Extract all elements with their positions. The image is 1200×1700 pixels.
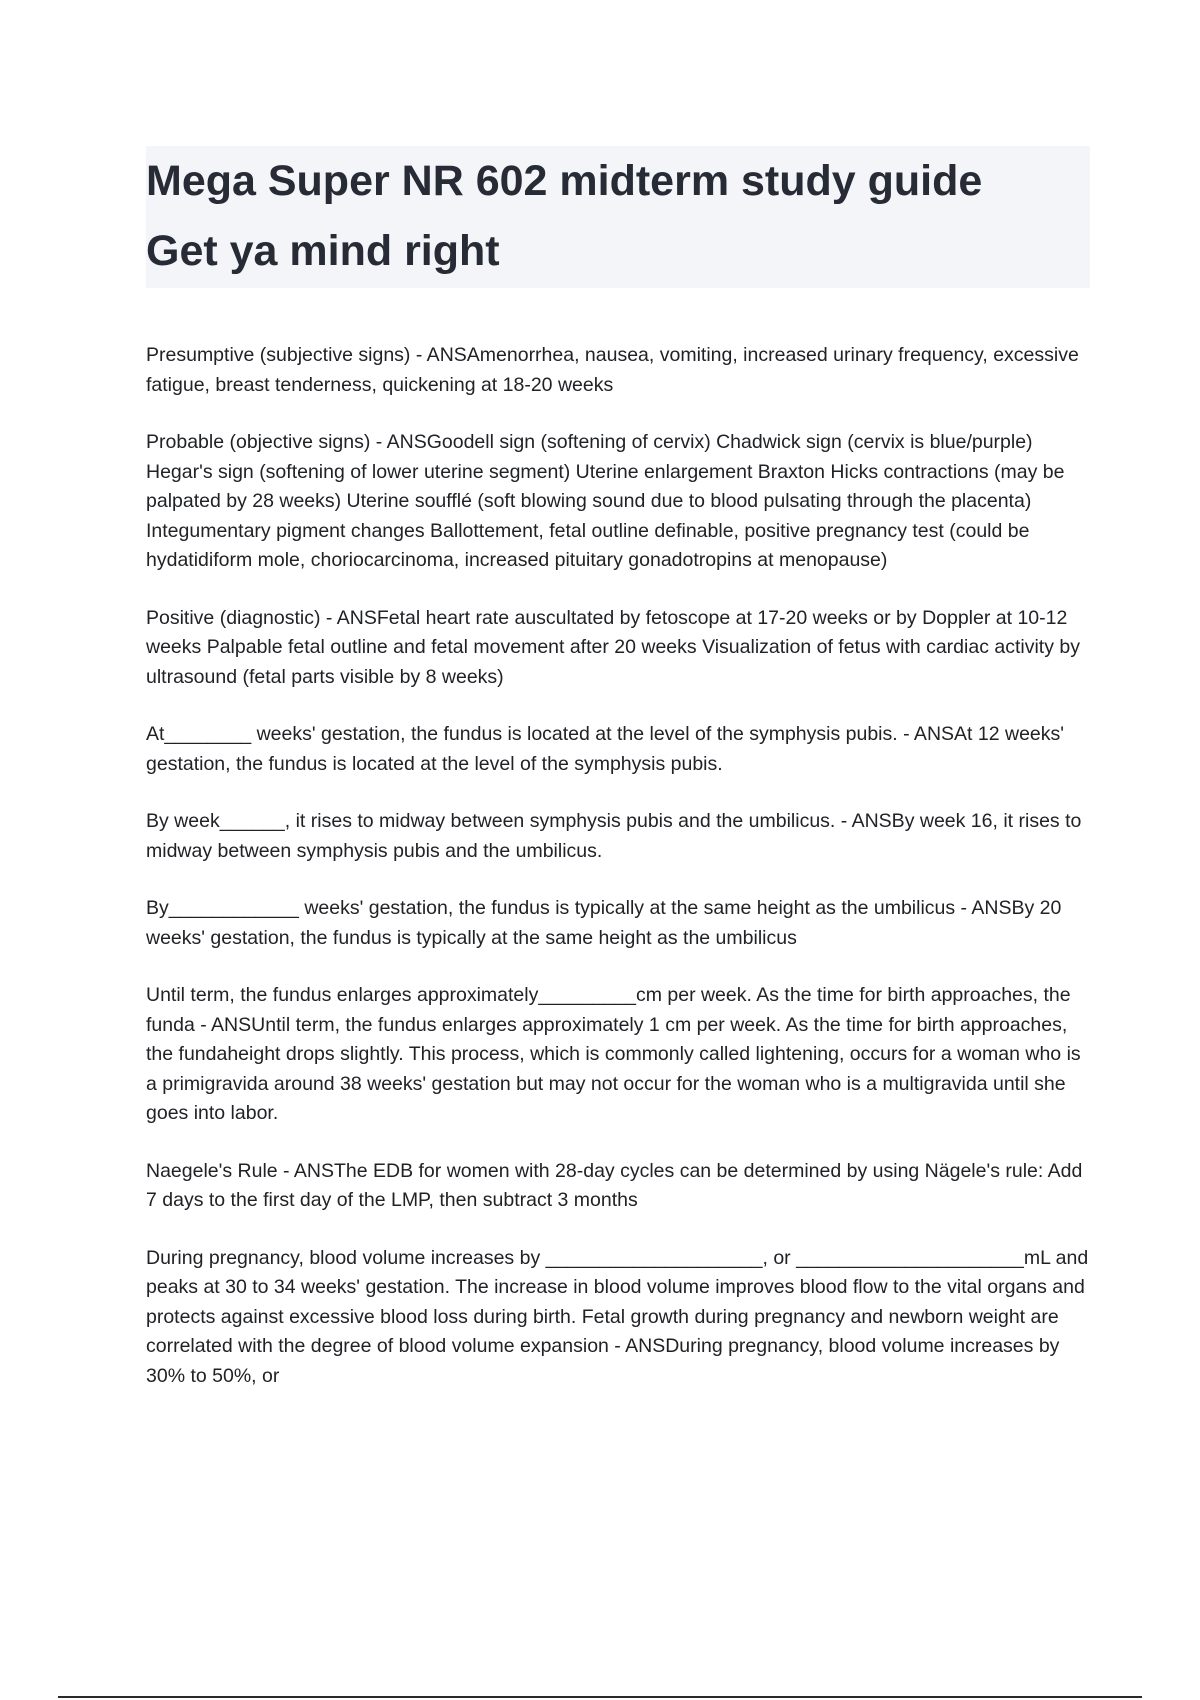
- qa-blood-volume: During pregnancy, blood volume increases by ____________________, or _____________________mL and peaks at 30 to 34 weeks' gestation. The increase in blood volume improves blood flow to the vital organs and protects against excessive blood loss during birth. Fetal growth during pregnancy and newborn weight are correlated with the degree of blood volume expansion - ANSDuring pregnancy, blood volume increases by 30% to 50%, or: [146, 1246, 1089, 1387]
- title-block: [146, 146, 1090, 288]
- qa-naegele-rule: Naegele's Rule - ANSThe EDB for women with 28-day cycles can be determined by using Nägele's rule: Add 7 days to the first day of the LMP, then subtract 3 months: [146, 1159, 1083, 1211]
- qa-presumptive-signs: Presumptive (subjective signs) - ANSAmenorrhea, nausea, vomiting, increased urinary frequency, excessive fatigue, breast tenderness, quickening at 18-20 weeks: [146, 344, 1079, 396]
- document-title-line-1: Mega Super NR 602 midterm study guide: [146, 157, 983, 205]
- footer-divider: [58, 1696, 1142, 1698]
- qa-fundus-growth: Until term, the fundus enlarges approximately_________cm per week. As the time for birth approaches, the funda - ANSUntil term, the fundus enlarges approximately 1 cm per week. As the time for birth approaches, the fundaheight drops slightly. This process, which is commonly called lightening, occurs for a woman who is a primigravida around 38 weeks' gestation but may not occur for the woman who is a multigravida until she goes into labor.: [146, 984, 1081, 1124]
- qa-positive-signs: Positive (diagnostic) - ANSFetal heart rate auscultated by fetoscope at 17-20 weeks or by Doppler at 10-12 weeks Palpable fetal outline and fetal movement after 20 weeks Visualization of fetus with cardiac activity by ultrasound (fetal parts visible by 8 weeks): [146, 606, 1080, 688]
- qa-probable-signs: Probable (objective signs) - ANSGoodell sign (softening of cervix) Chadwick sign (cervix is blue/purple) Hegar's sign (softening of lower uterine segment) Uterine enlargement Braxton Hicks contractions (may be palpated by 28 weeks) Uterine soufflé (soft blowing sound due to blood pulsating through the placenta) Integumentary pigment changes Ballottement, fetal outline definable, positive pregnancy test (could be hydatidiform mole, choriocarcinoma, increased pituitary gonadotropins at menopause): [146, 431, 1065, 571]
- qa-fundus-midway: By week______, it rises to midway between symphysis pubis and the umbilicus. - ANSBy week 16, it rises to midway between symphysis pubis and the umbilicus.: [146, 810, 1082, 862]
- qa-fundus-umbilicus: By____________ weeks' gestation, the fundus is typically at the same height as the umbilicus - ANSBy 20 weeks' gestation, the fundus is typically at the same height as the umbilicus: [146, 897, 1062, 949]
- document-body: [146, 341, 1096, 1419]
- document-title-line-2: Get ya mind right: [146, 227, 500, 275]
- qa-fundus-symphysis: At________ weeks' gestation, the fundus is located at the level of the symphysis pubis. - ANSAt 12 weeks' gestation, the fundus is located at the level of the symphysis pubis.: [146, 723, 1064, 775]
